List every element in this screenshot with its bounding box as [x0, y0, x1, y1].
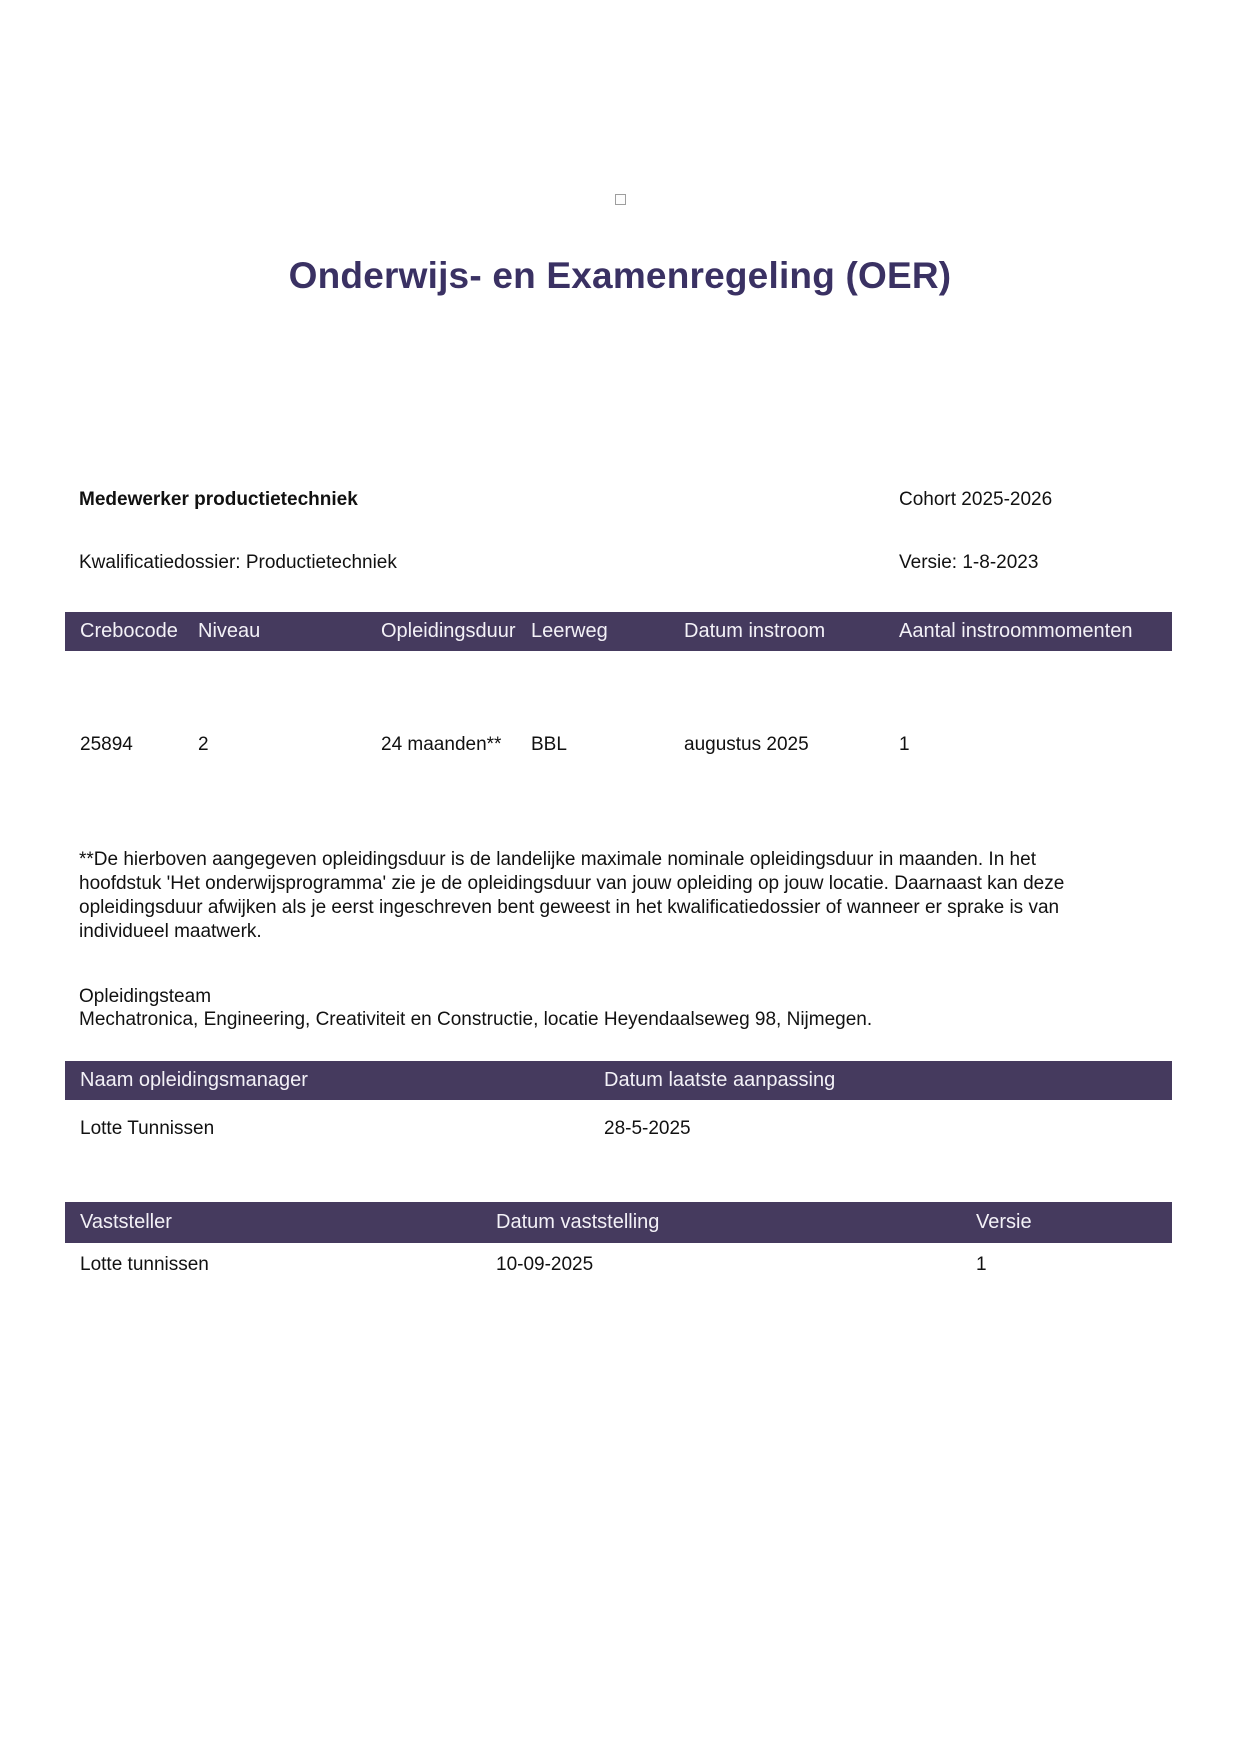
- enrollment-table-header: [65, 612, 1172, 651]
- program-name: Medewerker productietechniek: [79, 489, 358, 510]
- opleidingsteam-label: Opleidingsteam: [79, 986, 212, 1007]
- table-row: [65, 1253, 1172, 1277]
- table-row: [65, 733, 1172, 757]
- column-header-datum-vaststelling: Datum vaststelling: [496, 1211, 660, 1233]
- manager-table: [65, 1061, 1172, 1141]
- column-header-versie: Versie: [976, 1211, 1032, 1233]
- cohort-label: Cohort 2025-2026: [899, 489, 1053, 510]
- qualification-dossier: Kwalificatiedossier: Productietechniek: [79, 552, 397, 573]
- cell-opleidingsduur: 24 maanden**: [381, 734, 502, 755]
- opleidingsteam-description: Mechatronica, Engineering, Creativiteit en Constructie, locatie Heyendaalseweg 98, Nijmegen.: [79, 1009, 873, 1030]
- table-row: [65, 1117, 1172, 1141]
- column-header-leerweg: Leerweg: [531, 620, 608, 642]
- cell-datum-instroom: augustus 2025: [684, 734, 809, 755]
- version-label: Versie: 1-8-2023: [899, 552, 1039, 573]
- manager-table-header: [65, 1061, 1172, 1100]
- cell-niveau: 2: [198, 734, 209, 755]
- column-header-datum-instroom: Datum instroom: [684, 620, 826, 642]
- cell-datum-laatste-aanpassing: 28-5-2025: [604, 1118, 691, 1139]
- program-meta-row: [0, 489, 1240, 513]
- column-header-opleidingsduur: Opleidingsduur: [381, 620, 516, 642]
- cell-aantal-instroommomenten: 1: [899, 734, 910, 755]
- approval-table-header: [65, 1202, 1172, 1243]
- broken-image-icon: [615, 194, 626, 205]
- column-header-aantal-instroommomenten: Aantal instroommomenten: [899, 620, 1133, 642]
- cell-crebocode: 25894: [80, 734, 133, 755]
- column-header-naam-opleidingsmanager: Naam opleidingsmanager: [80, 1069, 308, 1091]
- column-header-vaststeller: Vaststeller: [80, 1211, 172, 1233]
- cell-naam-opleidingsmanager: Lotte Tunnissen: [80, 1118, 215, 1139]
- cell-versie: 1: [976, 1254, 987, 1275]
- column-header-crebocode: Crebocode: [80, 620, 178, 642]
- page-title: Onderwijs- en Examenregeling (OER): [288, 255, 952, 296]
- column-header-niveau: Niveau: [198, 620, 261, 642]
- cell-vaststeller: Lotte tunnissen: [80, 1254, 209, 1275]
- approval-table: [65, 1202, 1172, 1277]
- dossier-meta-row: [0, 552, 1240, 576]
- enrollment-table: [65, 612, 1172, 757]
- cell-leerweg: BBL: [531, 734, 567, 755]
- column-header-datum-laatste-aanpassing: Datum laatste aanpassing: [604, 1069, 836, 1091]
- cell-datum-vaststelling: 10-09-2025: [496, 1254, 594, 1275]
- opleidingsteam-block: [79, 985, 1107, 1031]
- duration-footnote: **De hierboven aangegeven opleidingsduur is de landelijke maximale nominale opleidingsduur in maanden. In het hoofdstuk 'Het onderwijsprogramma' zie je de opleidingsduur van jouw opleiding op jouw locatie. Daarnaast kan deze opleidingsduur afwijken als je eerst ingeschreven bent geweest in het kwalificatiedossier of wanneer er sprake is van individueel maatwerk.: [79, 849, 1065, 942]
